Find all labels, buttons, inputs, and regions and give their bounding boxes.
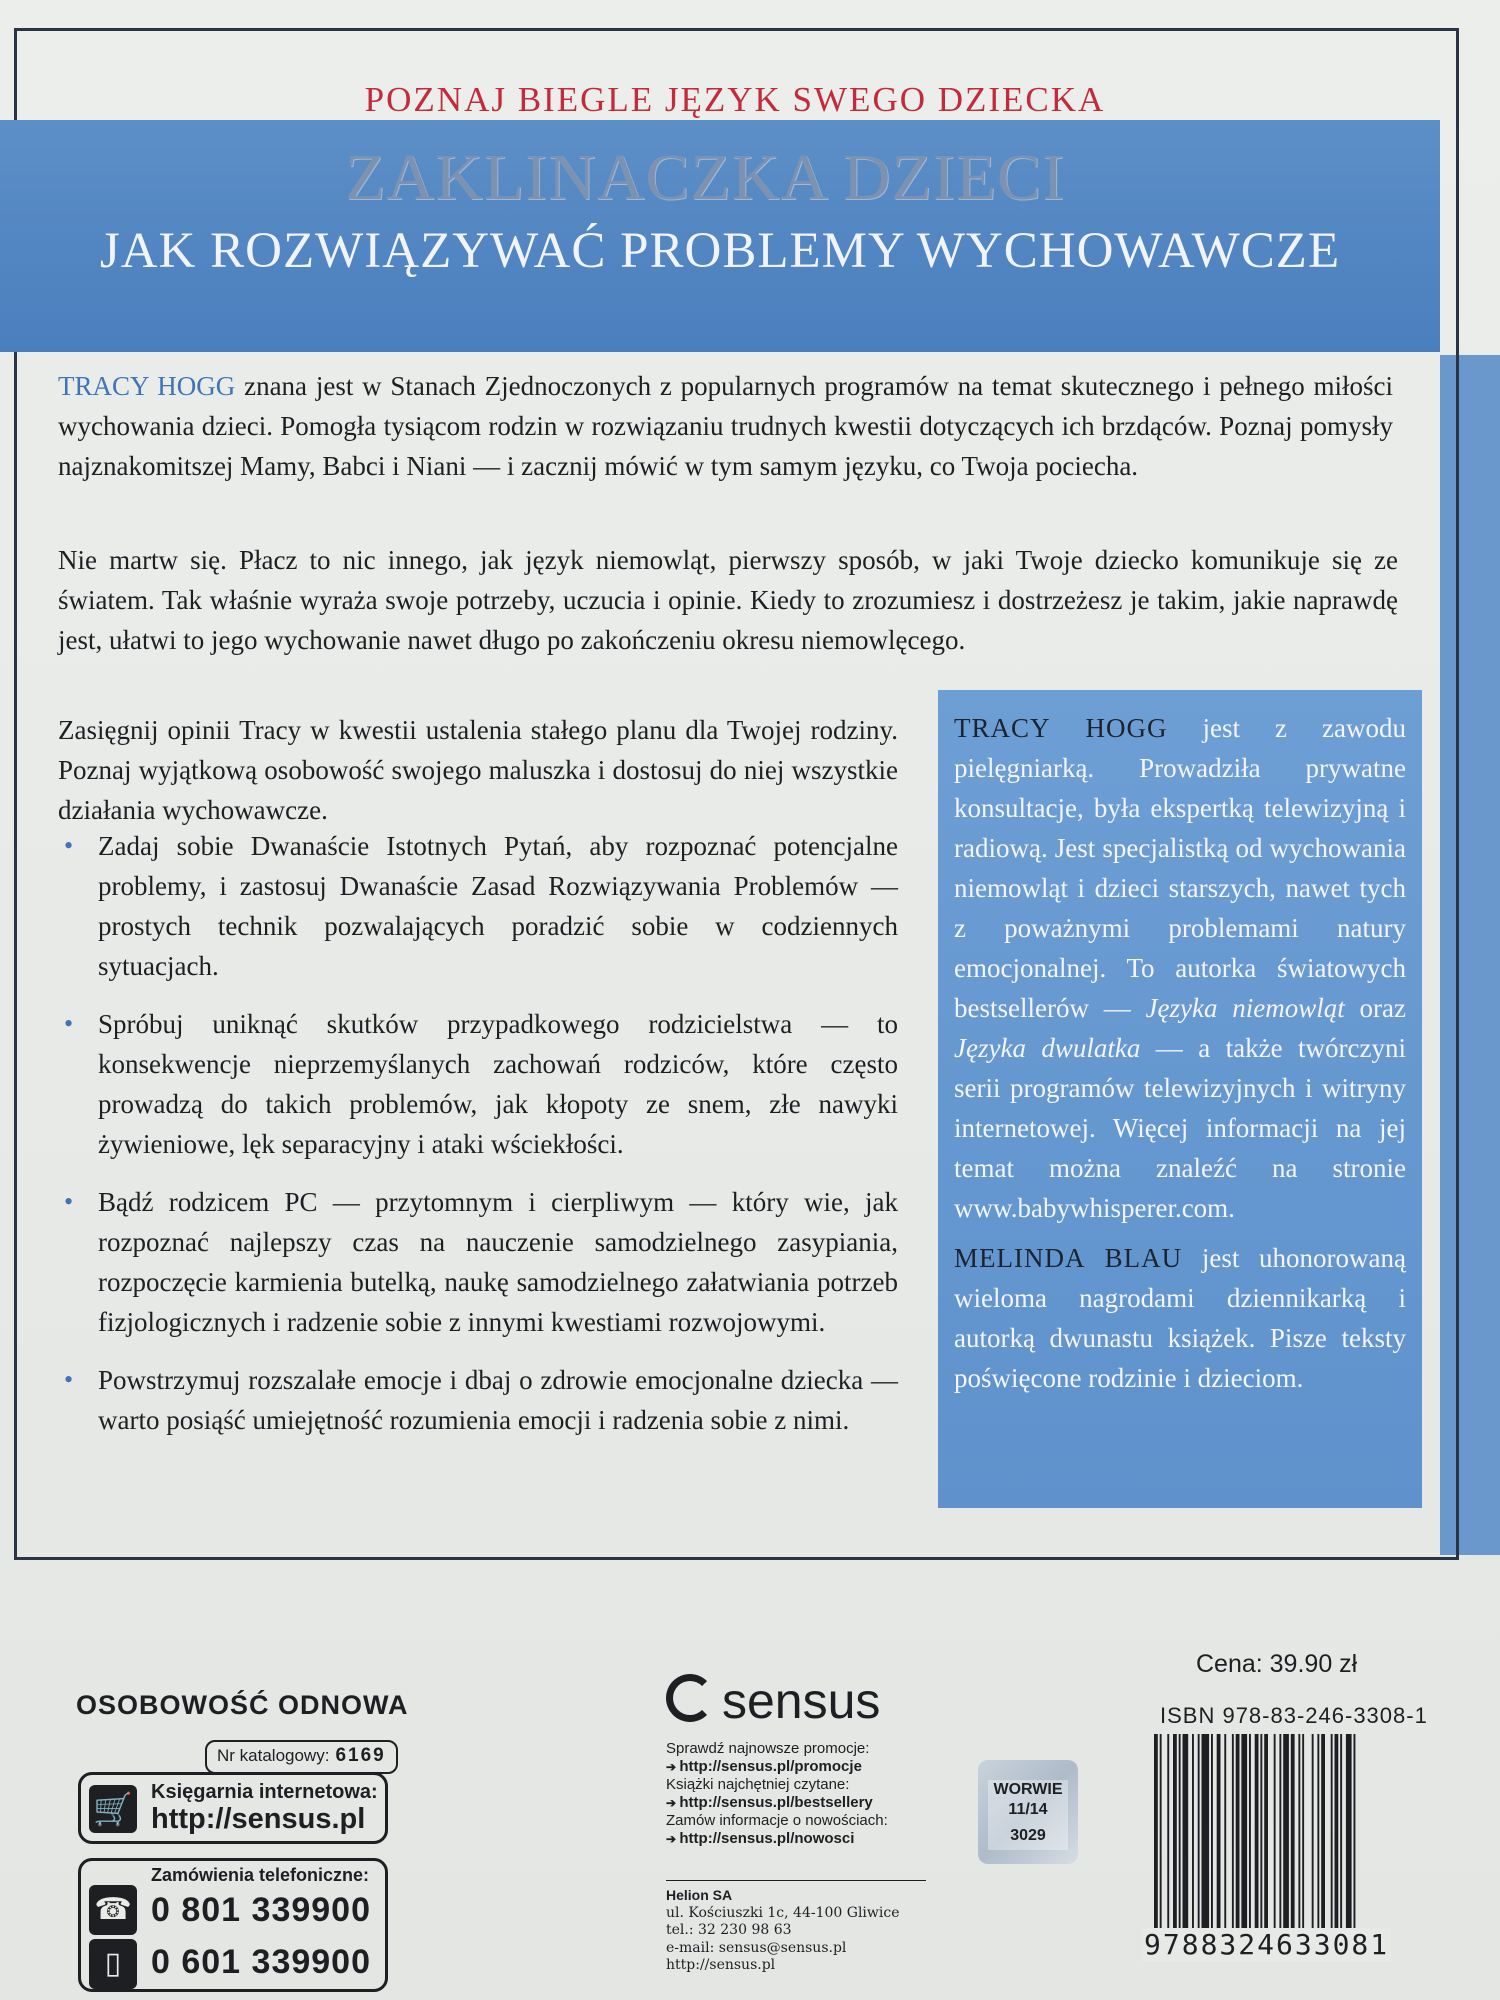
sticker-line-2: 11/14 xyxy=(1008,1801,1048,1818)
mobile-phone-icon: ▯ xyxy=(89,1939,137,1989)
promo-link: ➔ http://sensus.pl/bestsellery xyxy=(666,1794,946,1813)
catalog-label: Nr katalogowy: xyxy=(217,1746,330,1765)
bio-blau-text: jest uhonorowaną wieloma nagrodami dziennikarką i autorką dwunastu książek. Pisze teksty poświęcone rodzinie i dzieciom. xyxy=(954,1243,1406,1393)
barcode-digits: 9788324633081 xyxy=(1144,1928,1390,1961)
barcode-bar xyxy=(1274,1734,1276,1934)
promo-text: Książki najchętniej czytane: xyxy=(666,1776,850,1793)
barcode-bar xyxy=(1279,1734,1281,1934)
bullet-item: • Zadaj sobie Dwanaście Istotnych Pytań, aby rozpoznać potencjalne problemy, i zastosuj Dwanaście Zasad Rozwiązywania Problemów — prostych technik pozwalających poradzić sobie w codziennych sytuacjach. xyxy=(58,826,898,986)
barcode-bar xyxy=(1283,1734,1289,1934)
telephone: tel.: 32 230 98 63 xyxy=(666,1922,792,1938)
barcode-bar xyxy=(1302,1734,1304,1934)
barcode-bar xyxy=(1260,1734,1262,1934)
barcode-bar xyxy=(1255,1734,1259,1934)
barcode-bar xyxy=(1298,1734,1300,1934)
barcode-bar xyxy=(1317,1734,1319,1934)
barcode-bar xyxy=(1217,1734,1221,1934)
book-title-2: Języka dwulatka xyxy=(954,1033,1141,1063)
phone-icon: ☎ xyxy=(89,1885,137,1935)
publisher-logo xyxy=(666,1672,880,1730)
barcode-bar xyxy=(1211,1734,1213,1934)
barcode-bar xyxy=(1340,1734,1342,1934)
bio-hogg-text-3: — a także twórczyni serii programów telewizyjnych i witryny internetowej. Więcej informacji na jej temat można znaleźć na stronie www.babywhisperer.com. xyxy=(954,1033,1406,1223)
barcode-bar xyxy=(1167,1734,1169,1934)
promo-links xyxy=(666,1740,946,1848)
barcode-bar xyxy=(1346,1734,1352,1934)
barcode-bar xyxy=(1241,1734,1247,1934)
price: Cena: 39.90 zł xyxy=(1196,1650,1358,1678)
author-bio-box xyxy=(938,690,1422,1508)
series-logo: OSOBOWOŚĆ ODNOWA xyxy=(76,1690,409,1720)
sensus-ring-icon xyxy=(666,1674,714,1722)
barcode-bar xyxy=(1291,1734,1295,1934)
promo-link: ➔ http://sensus.pl/promocje xyxy=(666,1758,946,1777)
phone-label: Zamówienia telefoniczne: xyxy=(151,1865,370,1885)
bullet-item: • Spróbuj uniknąć skutków przypadkowego rodzicielstwa — to konsekwencje nieprzemyślanych zachowań rodziców, które często prowadzą do takich problemów, jak kłopoty ze snem, złe nawyki żywieniowe, lęk separacyjny i ataki wściekłości. xyxy=(58,1004,898,1164)
bio-hogg xyxy=(954,708,1406,1228)
barcode-bar xyxy=(1198,1734,1200,1934)
sticker-line-3: 3029 xyxy=(1010,1827,1046,1844)
bio-hogg-text: jest z zawodu pielęgniarką. Prowadziła prywatne konsultacje, była ekspertką telewizyjną i radiową. Jest specjalistką od wychowania niemowląt i dzieci starszych, nawet tych z poważnymi problemami natury emocjonalnej. To autorka światowych bestsellerów — xyxy=(954,713,1406,1023)
publisher-name: sensus xyxy=(722,1673,881,1729)
street: ul. Kościuszki 1c, 44-100 Gliwice xyxy=(666,1904,900,1921)
intro-text: znana jest w Stanach Zjednoczonych z popularnych programów na temat skutecznego i pełnego miłości wychowania dzieci. Pomogła tysiącom rodzin w rozwiązaniu trudnych kwestii dotyczących ich brzdąców. Poznaj pomysły najznakomitszej Mamy, Babci i Niani — i zacznij mówić w tym samym języku, co Twoja pociecha. xyxy=(58,371,1394,481)
shopping-cart-icon: 🛒 xyxy=(89,1785,137,1833)
barcode-bar xyxy=(1249,1734,1251,1934)
barcode-bar xyxy=(1154,1734,1158,1934)
bio-hogg-name: TRACY HOGG xyxy=(954,713,1168,743)
bullet-item: • Bądź rodzicem PC — przytomnym i cierpliwym — który wie, jak rozpoznać najlepszy czas na nauczenie samodzielnego zasypiania, rozpoczęcie karmienia butelką, naukę samodzielnego załatwiania potrzeb fizjologicznych i radzenie sobie z innymi kwestiami rozwojowymi. xyxy=(58,1182,898,1342)
online-shop-box xyxy=(78,1772,388,1844)
barcode-bar xyxy=(1224,1734,1226,1934)
barcode-bar xyxy=(1236,1734,1240,1934)
bio-blau-name: MELINDA BLAU xyxy=(954,1243,1183,1273)
promo-text: Zamów informacje o nowościach: xyxy=(666,1812,888,1829)
promo-text: Sprawdź najnowsze promocje: xyxy=(666,1740,870,1757)
barcode-bar xyxy=(1160,1734,1162,1934)
author-name-inline: TRACY HOGG xyxy=(58,371,236,401)
barcode-bar xyxy=(1173,1734,1177,1934)
phone-number-1: 0 801 339900 xyxy=(151,1891,371,1929)
phone-number-2: 0 601 339900 xyxy=(151,1943,371,1981)
advice-paragraph: Zasięgnij opinii Tracy w kwestii ustalenia stałego planu dla Twojej rodziny. Poznaj wyjątkową osobowość swojego maluszka i dostosuj do niej wszystkie działania wychowawcze. xyxy=(58,715,898,825)
website: http://sensus.pl xyxy=(666,1957,776,1973)
bullet-list xyxy=(58,826,898,1458)
barcode xyxy=(1152,1734,1422,1952)
email: e-mail: sensus@sensus.pl xyxy=(666,1939,847,1956)
publisher-address xyxy=(666,1880,926,1975)
barcode-bar xyxy=(1331,1734,1333,1934)
catalog-number xyxy=(205,1740,398,1774)
book-title: ZAKLINACZKA DZIECI xyxy=(344,141,1066,214)
bio-hogg-text-2: oraz xyxy=(1344,993,1406,1023)
shop-label: Księgarnia internetowa: xyxy=(151,1781,378,1803)
barcode-bar xyxy=(1183,1734,1189,1934)
phone-orders-box xyxy=(78,1858,388,1992)
promo-link: ➔ http://sensus.pl/nowosci xyxy=(666,1830,946,1849)
hologram-sticker xyxy=(978,1760,1078,1864)
barcode-bar xyxy=(1232,1734,1234,1934)
book-title-1: Języka niemowląt xyxy=(1145,993,1345,1023)
barcode-bar xyxy=(1264,1734,1268,1934)
barcode-bar xyxy=(1354,1734,1356,1934)
intro-paragraph xyxy=(58,366,1393,486)
book-subtitle: JAK ROZWIĄZYWAĆ PROBLEMY WYCHOWAWCZE xyxy=(99,223,1341,279)
barcode-bar xyxy=(1312,1734,1314,1934)
barcode-bar xyxy=(1202,1734,1210,1934)
bio-blau xyxy=(954,1238,1406,1398)
isbn: ISBN 978-83-246-3308-1 xyxy=(1160,1703,1428,1728)
barcode-bar xyxy=(1179,1734,1181,1934)
catalog-value: 6169 xyxy=(335,1745,386,1766)
shop-url: http://sensus.pl xyxy=(151,1803,366,1835)
tagline: POZNAJ BIEGLE JĘZYK SWEGO DZIECKA xyxy=(364,80,1106,119)
sticker-line-1: WORWIE xyxy=(993,1781,1063,1798)
bullet-item: • Powstrzymuj rozszalałe emocje i dbaj o zdrowie emocjonalne dziecka — warto posiąść umiejętność rozumienia emocji i radzenia sobie z nimi. xyxy=(58,1360,898,1440)
barcode-bar xyxy=(1335,1734,1339,1934)
barcode-bar xyxy=(1321,1734,1325,1934)
company-name: Helion SA xyxy=(666,1887,733,1903)
barcode-bar xyxy=(1192,1734,1194,1934)
crying-paragraph: Nie martw się. Płacz to nic innego, jak język niemowląt, pierwszy sposób, w jaki Twoje dziecko komunikuje się ze światem. Tak właśnie wyraża swoje potrzeby, uczucia i opinie. Kiedy to zrozumiesz i dostrzeżesz je takim, jakie naprawdę jest, ułatwi to jego wychowanie nawet długo po zakończeniu okresu niemowlęcego. xyxy=(58,545,1398,655)
